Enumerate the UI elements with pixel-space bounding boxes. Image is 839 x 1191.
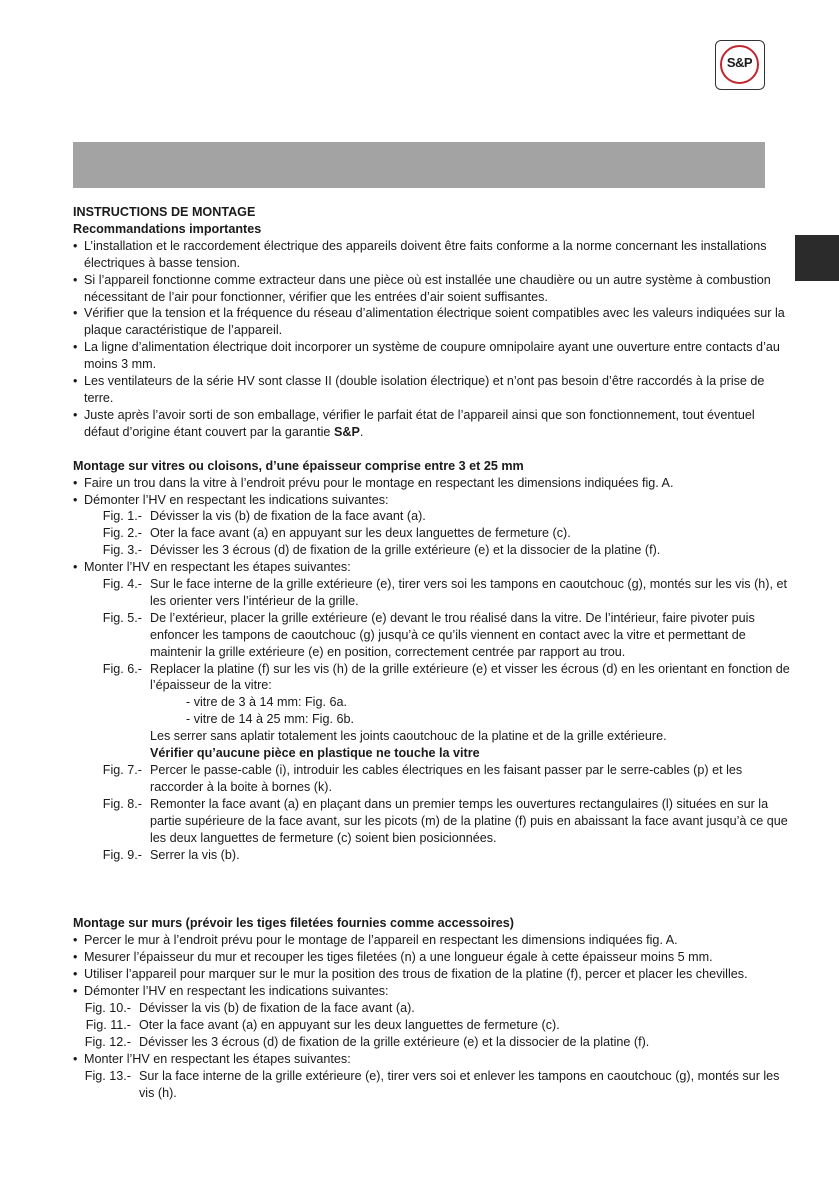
recommendations-list xyxy=(73,238,793,441)
step-row xyxy=(73,847,793,864)
fig-label: Fig. 12.- xyxy=(84,1034,131,1049)
step-row xyxy=(73,661,793,695)
brand-name: S&P xyxy=(333,424,360,439)
document-body xyxy=(73,204,793,1101)
fig-label: Fig. 3.- xyxy=(102,543,142,558)
header-banner xyxy=(73,142,765,188)
list-item: • Faire un trou dans la vitre à l’endroit prévu pour le montage en respectant les dimensions indiquées fig. A. xyxy=(73,475,793,492)
fig-label: Fig. 6.- xyxy=(102,661,142,676)
list-item: • Démonter l’HV en respectant les indications suivantes: xyxy=(73,492,793,509)
step-row xyxy=(73,1000,793,1017)
section-title-glass-mounting: Montage sur vitres ou cloisons, d’une épaisseur comprise entre 3 et 25 mm xyxy=(73,458,524,473)
step-row xyxy=(73,762,793,796)
step-row xyxy=(73,576,793,610)
fig-label: Fig. 13.- xyxy=(84,1068,131,1083)
list-item: • La ligne d’alimentation électrique doit incorporer un système de coupure omnipolaire ayant une ouverture entre contacts d’au moins 3 mm. xyxy=(73,339,793,373)
step-row xyxy=(73,796,793,847)
step-text: Dévisser les 3 écrous (d) de fixation de la grille extérieure (e) et la dissocier de la platine (f). xyxy=(150,543,661,558)
fig6-warning: Vérifier qu’aucune pièce en plastique ne touche la vitre xyxy=(150,746,480,761)
wall-mount-steps xyxy=(73,1068,793,1102)
step-row xyxy=(73,1017,793,1034)
step-text: Replacer la platine (f) sur les vis (h) de la grille extérieure (e) et visser les écrous (d) en les orientant en fonction de l’épaisseur de la vitre: xyxy=(150,661,790,693)
wall-mounting-list xyxy=(73,932,793,1000)
step-text: Dévisser les 3 écrous (d) de fixation de la grille extérieure (e) et la dissocier de la platine (f). xyxy=(139,1034,650,1049)
step-row xyxy=(73,610,793,661)
fig-label: Fig. 9.- xyxy=(102,847,142,862)
fig6-option: - vitre de 14 à 25 mm: Fig. 6b. xyxy=(186,712,354,727)
section-subtitle-recommendations: Recommandations importantes xyxy=(73,221,262,236)
list-item: • Démonter l’HV en respectant les indications suivantes: xyxy=(73,983,793,1000)
list-item: • Mesurer l’épaisseur du mur et recouper les tiges filetées (n) a une longueur égale à cette épaisseur moins 5 mm. xyxy=(73,949,793,966)
sentence-end: . xyxy=(359,424,364,439)
list-item xyxy=(73,407,793,441)
list-item: • Utiliser l’appareil pour marquer sur le mur la position des trous de fixation de la platine (f), percer et placer les chevilles. xyxy=(73,966,793,983)
step-text: Oter la face avant (a) en appuyant sur les deux languettes de fermeture (c). xyxy=(139,1017,560,1032)
fig-label: Fig. 2.- xyxy=(102,526,142,541)
language-tab-marker xyxy=(795,235,839,281)
glass-mounting-list xyxy=(73,475,793,509)
list-item: • Si l’appareil fonctionne comme extracteur dans une pièce où est installée une chaudière ou un autre système à combustion nécessitant de l’air pour fonctionner, vérifier que les entrées d’air soient suffisantes. xyxy=(73,272,793,306)
step-text: Percer le passe-cable (i), introduir les cables électriques en les faisant passer par le serre-cables (p) et les raccorder à la boite à bornes (k). xyxy=(150,763,743,794)
step-row xyxy=(73,1068,793,1102)
section-title-wall-mounting: Montage sur murs (prévoir les tiges filetées fournies comme accessoires) xyxy=(73,916,514,931)
wall-dismount-steps xyxy=(73,1000,793,1051)
step-text: Sur la face interne de la grille extérieure (e), tirer vers soi et enlever les tampons en caoutchouc (g), montés sur les vis (h). xyxy=(139,1068,780,1100)
step-text: Dévisser la vis (b) de fixation de la face avant (a). xyxy=(139,1000,415,1015)
step-text: Serrer la vis (b). xyxy=(150,847,240,862)
glass-mount-steps xyxy=(73,576,793,863)
step-text: Dévisser la vis (b) de fixation de la face avant (a). xyxy=(150,509,426,524)
list-item: • Monter l’HV en respectant les étapes suivantes: xyxy=(73,559,793,576)
fig-label: Fig. 7.- xyxy=(102,763,142,777)
step-row xyxy=(73,542,793,559)
step-row xyxy=(73,1034,793,1051)
step-text: De l’extérieur, placer la grille extérieure (e) devant le trou réalisé dans la vitre. De l’intérieur, faire pivoter puis enfoncer les tampons de caoutchouc (g) jusqu’à ce qu’ils viennent en contact avec la vitre et permettant de maintenir la grille extérieure (e) en position, correctement centrée par rapport au trou. xyxy=(150,610,755,659)
glass-mount-intro xyxy=(73,559,793,576)
list-item: • Percer le mur à l’endroit prévu pour le montage de l’appareil en respectant les dimensions indiquées fig. A. xyxy=(73,932,793,949)
list-item: • Les ventilateurs de la série HV sont classe II (double isolation électrique) et n’ont pas besoin d’être raccordés à la prise de terre. xyxy=(73,373,793,407)
list-item: • L’installation et le raccordement électrique des appareils doivent être faits conforme a la norme concernant les installations électriques à basse tension. xyxy=(73,238,793,272)
glass-dismount-steps xyxy=(73,508,793,559)
fig-label: Fig. 1.- xyxy=(102,509,142,524)
warranty-text: Juste après l’avoir sorti de son emballage, vérifier le parfait état de l’appareil ainsi que son fonctionnement, tout éventuel défaut d’origine étant couvert par la garantie xyxy=(84,407,755,439)
wall-mount-intro xyxy=(73,1051,793,1068)
logo-text: S&P xyxy=(726,55,753,70)
list-item: • Vérifier que la tension et la fréquence du réseau d’alimentation électrique soient compatibles avec les valeurs indiquées sur la plaque caractéristique de l’appareil. xyxy=(73,305,793,339)
step-text: Sur le face interne de la grille extérieure (e), tirer vers soi les tampons en caoutchouc (g), montés sur les vis (h), et les orienter vers l’intérieur de la grille. xyxy=(150,577,787,608)
list-item: • Monter l’HV en respectant les étapes suivantes: xyxy=(73,1051,793,1068)
fig-label: Fig. 11.- xyxy=(85,1017,131,1032)
fig-label: Fig. 4.- xyxy=(102,577,142,592)
step-row xyxy=(73,508,793,525)
fig6-option: - vitre de 3 à 14 mm: Fig. 6a. xyxy=(186,695,347,710)
step-text: Remonter la face avant (a) en plaçant dans un premier temps les ouvertures rectangulaires (l) situées en sur la partie supérieure de la face avant, sur les picots (m) de la platine (f) puis en abaissant la face avant jusqu’à ce que les deux languettes de fermeture (c) soient bien posicionnées. xyxy=(150,796,788,845)
step-text: Oter la face avant (a) en appuyant sur les deux languettes de fermeture (c). xyxy=(150,526,571,541)
section-title-instructions: INSTRUCTIONS DE MONTAGE xyxy=(73,205,256,219)
sp-logo xyxy=(715,40,765,90)
fig6-note: Les serrer sans aplatir totalement les joints caoutchouc de la platine et de la grille extérieure. xyxy=(150,729,667,744)
fig-label: Fig. 5.- xyxy=(102,610,142,625)
fig-label: Fig. 10.- xyxy=(84,1000,131,1015)
fig-label: Fig. 8.- xyxy=(102,796,142,811)
step-row xyxy=(73,525,793,542)
